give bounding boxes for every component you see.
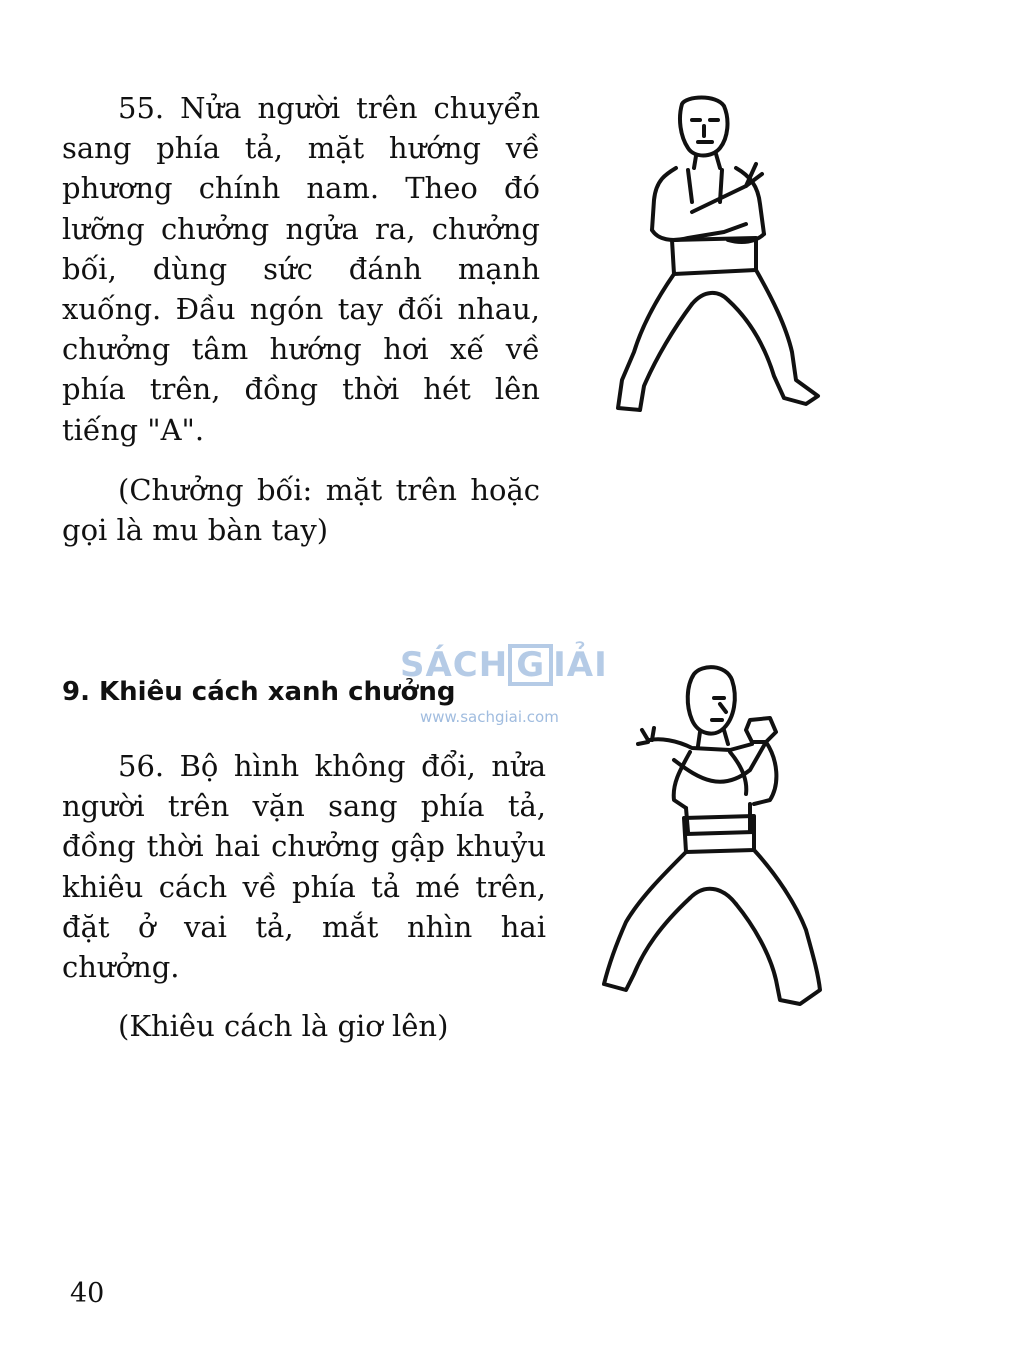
- page-number: 40: [70, 1278, 105, 1309]
- exercise-56-text: 56. Bộ hình không đổi, nửa người trên vặn sang phía tả, đồng thời hai chưởng gập khuỷu khiêu cách về phía tả mé trên, đặt ở vai tả, mắt nhìn hai chưởng.: [62, 749, 546, 985]
- figure-exercise-55: [596, 90, 836, 420]
- exercise-55-text: 55. Nửa người trên chuyển sang phía tả, mặt hướng về phương chính nam. Theo đó lưỡng chưởng ngửa ra, chưởng bối, dùng sức đánh mạnh xuống. Đầu ngón tay đối nhau, chưởng tâm hướng hơi xế về phía trên, đồng thời hét lên tiếng "A".: [62, 91, 540, 447]
- exercise-56-note: (Khiêu cách là giơ lên): [118, 1009, 449, 1043]
- exercise-55-note: (Chưởng bối: mặt trên hoặc gọi là mu bàn tay): [62, 473, 540, 548]
- watermark-logo-box: G: [508, 644, 553, 686]
- section-heading: 9. Khiêu cách xanh chưởng: [62, 677, 456, 707]
- watermark-logo-left: SÁCH: [400, 645, 509, 685]
- watermark-logo-right: IẢI: [553, 645, 608, 685]
- figure-exercise-56: [590, 660, 840, 1020]
- watermark-url: www.sachgiai.com: [420, 708, 559, 726]
